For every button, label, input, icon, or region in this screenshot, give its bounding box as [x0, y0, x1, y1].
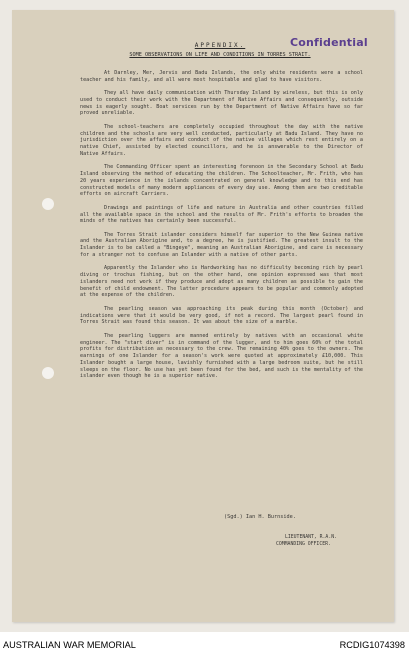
footer-record-id: RCDIG1074398: [339, 640, 405, 650]
document-body: [80, 70, 363, 387]
paragraph: The Torres Strait islander considers himself far superior to the New Guinea native and the Australian Aborigine and, to a degree, he is justified. The greatest insult to the Islander is to be called a "Bingeye", meaning an Australian Aborigine, and care is necessary for a stranger not to confuse an Islander with a native of other parts.: [80, 231, 363, 258]
footer-source: AUSTRALIAN WAR MEMORIAL: [3, 640, 136, 650]
paragraph: The pearling season was approaching its peak during this month (October) and indications were that it would be very good, if not a record. The largest pearl found in Torres Strait was found this season. It was about the size of a marble.: [80, 305, 363, 326]
punch-hole: [42, 198, 54, 210]
paragraph: The Commanding Officer spent an interesting forenoon in the Secondary School at Badu Island observing the method of educating the children. The Schoolteacher, Mr. Frith, who has 20 years experience in the islands concentrated on general knowledge and to this end has constructed models of many modern appliances of every day use. Among them are two creditable efforts on aircraft Carriers.: [80, 164, 363, 198]
paragraph: Apparently the Islander who is Hardworking has no difficulty becoming rich by pearl diving or trochus fishing, but on the other hand, one opinion expressed was that most islanders need not work if they produce and adopt as many children as possible to gain the benefit of child endowment. The latter procedure appears to be popular and commonly adopted at the expense of the children.: [80, 265, 363, 299]
paragraph: They all have daily communication with Thursday Island by wireless, but this is only used to conduct their work with the Department of Native Affairs and consequently, outside news is eagerly sought. Boat services run by the Department of Native Affairs have so far proved unreliable.: [80, 90, 363, 117]
punch-hole: [42, 367, 54, 379]
paragraph: At Darnley, Mer, Jervis and Badu Islands, the only white residents were a school teacher and his family, and all were most hospitable and glad to have visitors.: [80, 70, 363, 83]
paragraph: The school-teachers are completely occupied throughout the day with the native children and the schools are very well conducted, particularly at Badu Island. They have no jurisdiction over the affairs and conduct of the native villages which rest entirely on a native Chief, assisted by elected councillors, and he is answerable to the Director of Native Affairs.: [80, 123, 363, 157]
signature-name: (Sgd.) Ian H. Burnside.: [224, 514, 296, 520]
paragraph: Drawings and paintings of life and nature in Australia and other countries filled all the available space in the school and the results of Mr. Frith's efforts to broaden the minds of the natives has certainly been successful.: [80, 204, 363, 225]
signature-role: COMMANDING OFFICER.: [276, 542, 331, 547]
page-title: APPENDIX.: [194, 42, 246, 49]
paragraph: The pearling luggers are manned entirely by natives with an occasional white engineer. The "start diver" is in command of the lugger, and to him goes 60% of the total profits for distribution as necessary to the crew. The remaining 40% goes to the owners. The earnings of one Islander for a season's work were quoted at approximately £10,000. This Islander bought a large house, lavishly furnished with a large bedroom suite, but he still sleeps on the floor. No use has yet been found for the bed, and such is the mentality of the islander even though he is a superior native.: [80, 332, 363, 380]
confidential-stamp: Confidential: [290, 36, 368, 49]
page-subtitle: SOME OBSERVATIONS ON LIFE AND CONDITIONS IN TORRES STRAIT.: [129, 52, 311, 58]
signature-rank: LIEUTENANT, R.A.N.: [285, 535, 337, 540]
